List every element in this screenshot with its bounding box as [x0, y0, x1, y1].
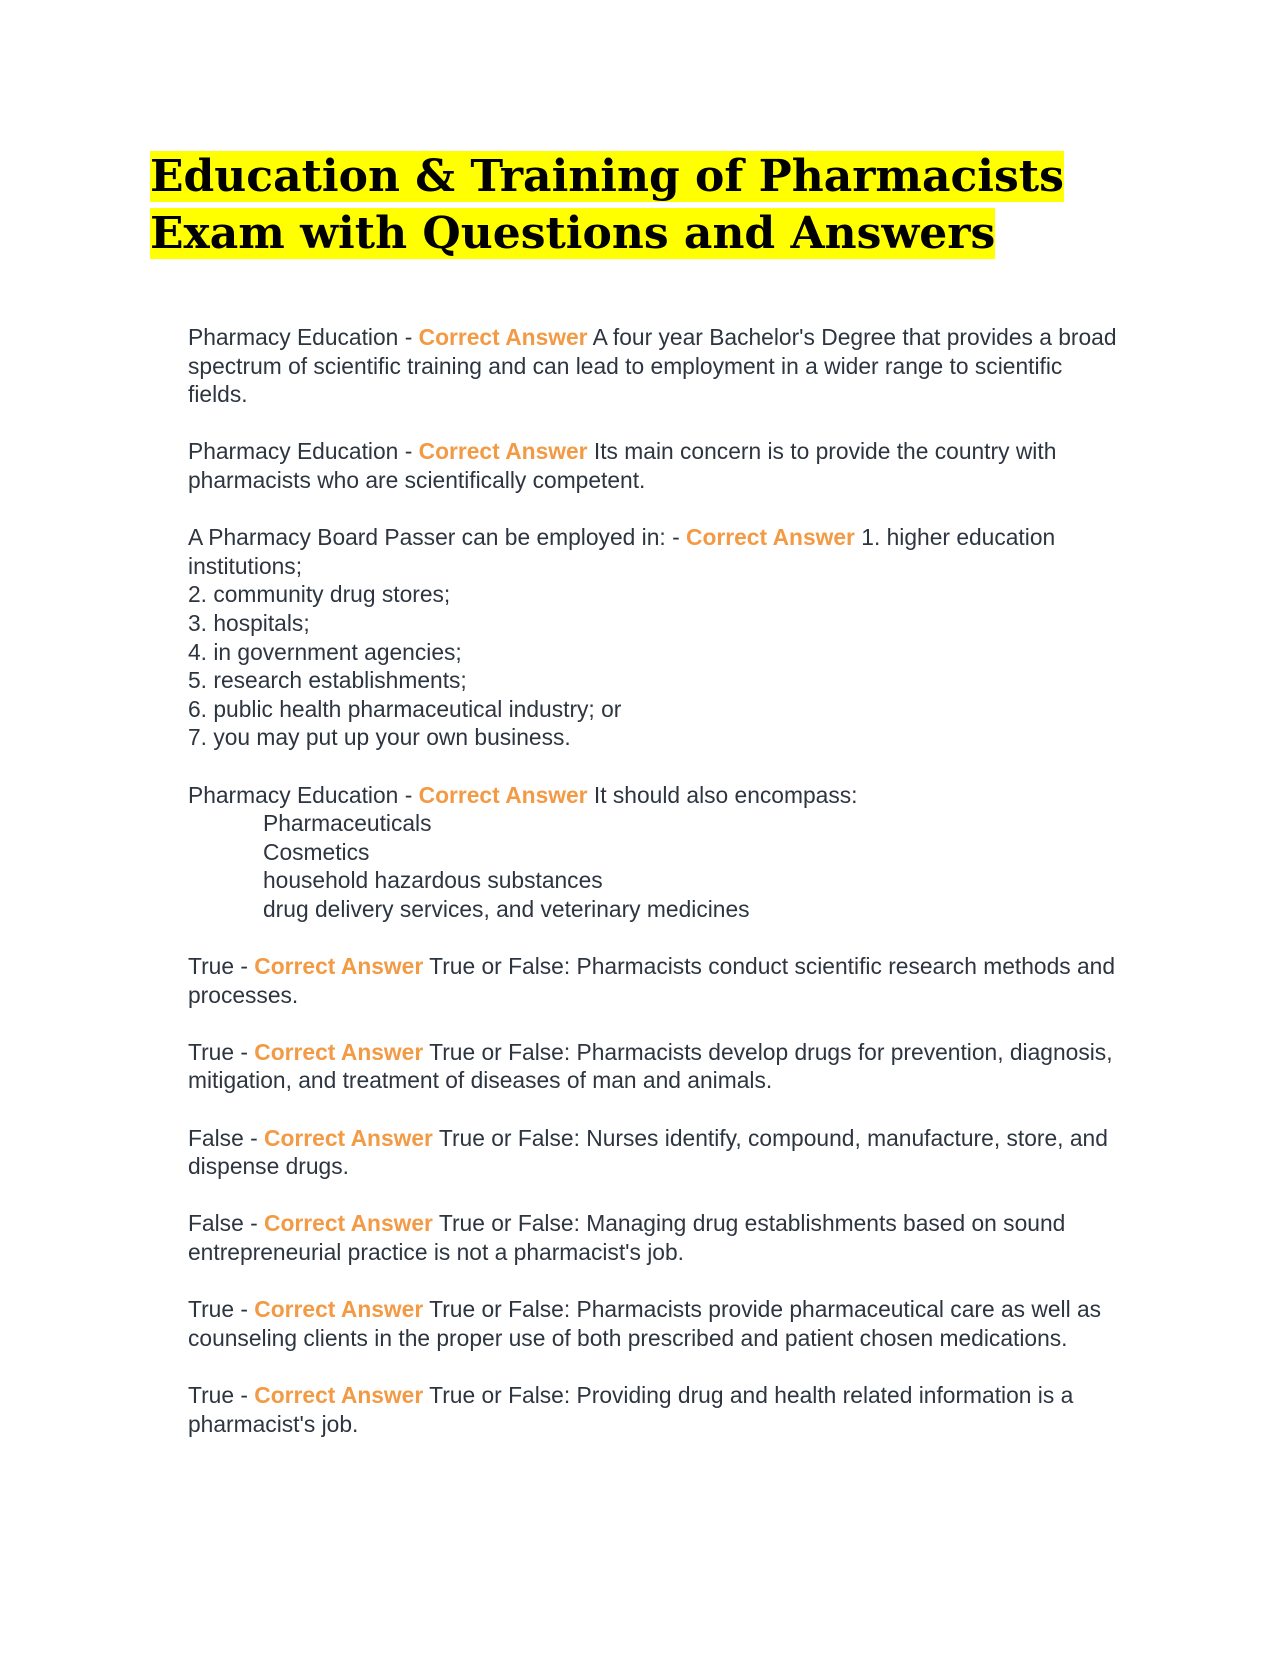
- answer-sublist-item: household hazardous substances: [263, 867, 603, 894]
- answer-list-line: 2. community drug stores;: [188, 581, 451, 608]
- qa-separator: -: [234, 1038, 255, 1065]
- qa-answer: True or False: Providing drug and health related information is a pharmacist's job.: [188, 1381, 1074, 1437]
- qa-term: True: [188, 953, 235, 980]
- qa-separator: -: [398, 438, 419, 465]
- qa-answer: Its main concern is to provide the country with pharmacists who are scientifically competent.: [188, 438, 1057, 493]
- correct-answer-label: Correct Answer: [686, 524, 855, 551]
- qa-item: [188, 523, 1128, 752]
- qa-answer: It should also encompass:: [593, 781, 858, 808]
- correct-answer-label: Correct Answer: [254, 1381, 424, 1408]
- answer-sublist-item: Pharmaceuticals: [263, 810, 432, 837]
- correct-answer-label: Correct Answer: [264, 1124, 433, 1151]
- qa-separator: -: [243, 1124, 265, 1151]
- correct-answer-label: Correct Answer: [254, 1038, 424, 1065]
- qa-list: [188, 323, 1128, 1467]
- correct-answer-label: Correct Answer: [254, 1296, 424, 1323]
- qa-item: [188, 1209, 1128, 1266]
- qa-term: Pharmacy Education: [188, 324, 399, 350]
- qa-term: True: [188, 1381, 235, 1408]
- answer-sublist-item: Cosmetics: [263, 838, 370, 865]
- correct-answer-label: Correct Answer: [254, 953, 424, 980]
- qa-term: False: [188, 1124, 244, 1151]
- qa-item: [188, 1124, 1128, 1181]
- qa-item: [188, 1295, 1128, 1352]
- qa-item: [188, 1381, 1128, 1438]
- qa-answer: A four year Bachelor's Degree that provides a broad spectrum of scientific training and can lead to employment in a wider range to scientific fields.: [188, 324, 1117, 408]
- qa-answer: True or False: Managing drug establishments based on sound entrepreneurial practice is not a pharmacist's job.: [188, 1210, 1066, 1265]
- correct-answer-label: Correct Answer: [418, 438, 588, 465]
- qa-answer: True or False: Pharmacists conduct scientific research methods and processes.: [188, 953, 1116, 1008]
- correct-answer-label: Correct Answer: [418, 781, 588, 808]
- document-title: [150, 148, 1150, 262]
- correct-answer-label: Correct Answer: [418, 324, 588, 350]
- qa-term: False: [188, 1210, 244, 1237]
- correct-answer-label: Correct Answer: [264, 1210, 433, 1237]
- qa-separator: -: [398, 781, 419, 808]
- qa-item: [188, 437, 1128, 494]
- qa-separator: -: [234, 953, 255, 980]
- answer-list-line: 4. in government agencies;: [188, 638, 462, 665]
- qa-separator: -: [665, 524, 686, 551]
- qa-term: True: [188, 1038, 235, 1065]
- qa-answer: True or False: Pharmacists provide pharmaceutical care as well as counseling clients in the proper use of both prescribed and patient chosen medications.: [188, 1296, 1102, 1351]
- qa-term: A Pharmacy Board Passer can be employed in:: [188, 524, 666, 551]
- qa-separator: -: [234, 1381, 255, 1408]
- qa-answer: 1. higher education institutions;: [188, 524, 1056, 579]
- qa-separator: -: [243, 1210, 265, 1237]
- qa-separator: -: [398, 324, 419, 350]
- qa-answer: True or False: Nurses identify, compound, manufacture, store, and dispense drugs.: [188, 1124, 1108, 1180]
- answer-sublist-item: drug delivery services, and veterinary medicines: [263, 895, 750, 922]
- qa-answer: True or False: Pharmacists develop drugs for prevention, diagnosis, mitigation, and treatment of diseases of man and animals.: [188, 1038, 1113, 1094]
- qa-term: True: [188, 1296, 235, 1323]
- qa-term: Pharmacy Education: [188, 438, 399, 465]
- answer-list-line: 6. public health pharmaceutical industry; or: [188, 695, 622, 722]
- answer-list-line: 3. hospitals;: [188, 609, 310, 636]
- answer-list-line: 5. research establishments;: [188, 667, 467, 694]
- qa-separator: -: [234, 1296, 255, 1323]
- title-highlight: Education & Training of Pharmacists Exam with Questions and Answers: [150, 151, 1064, 259]
- qa-item: [188, 323, 1128, 409]
- answer-list-line: 7. you may put up your own business.: [188, 724, 571, 751]
- qa-term: Pharmacy Education: [188, 781, 399, 808]
- qa-item: [188, 1038, 1128, 1095]
- qa-item: [188, 781, 1128, 924]
- qa-item: [188, 952, 1128, 1009]
